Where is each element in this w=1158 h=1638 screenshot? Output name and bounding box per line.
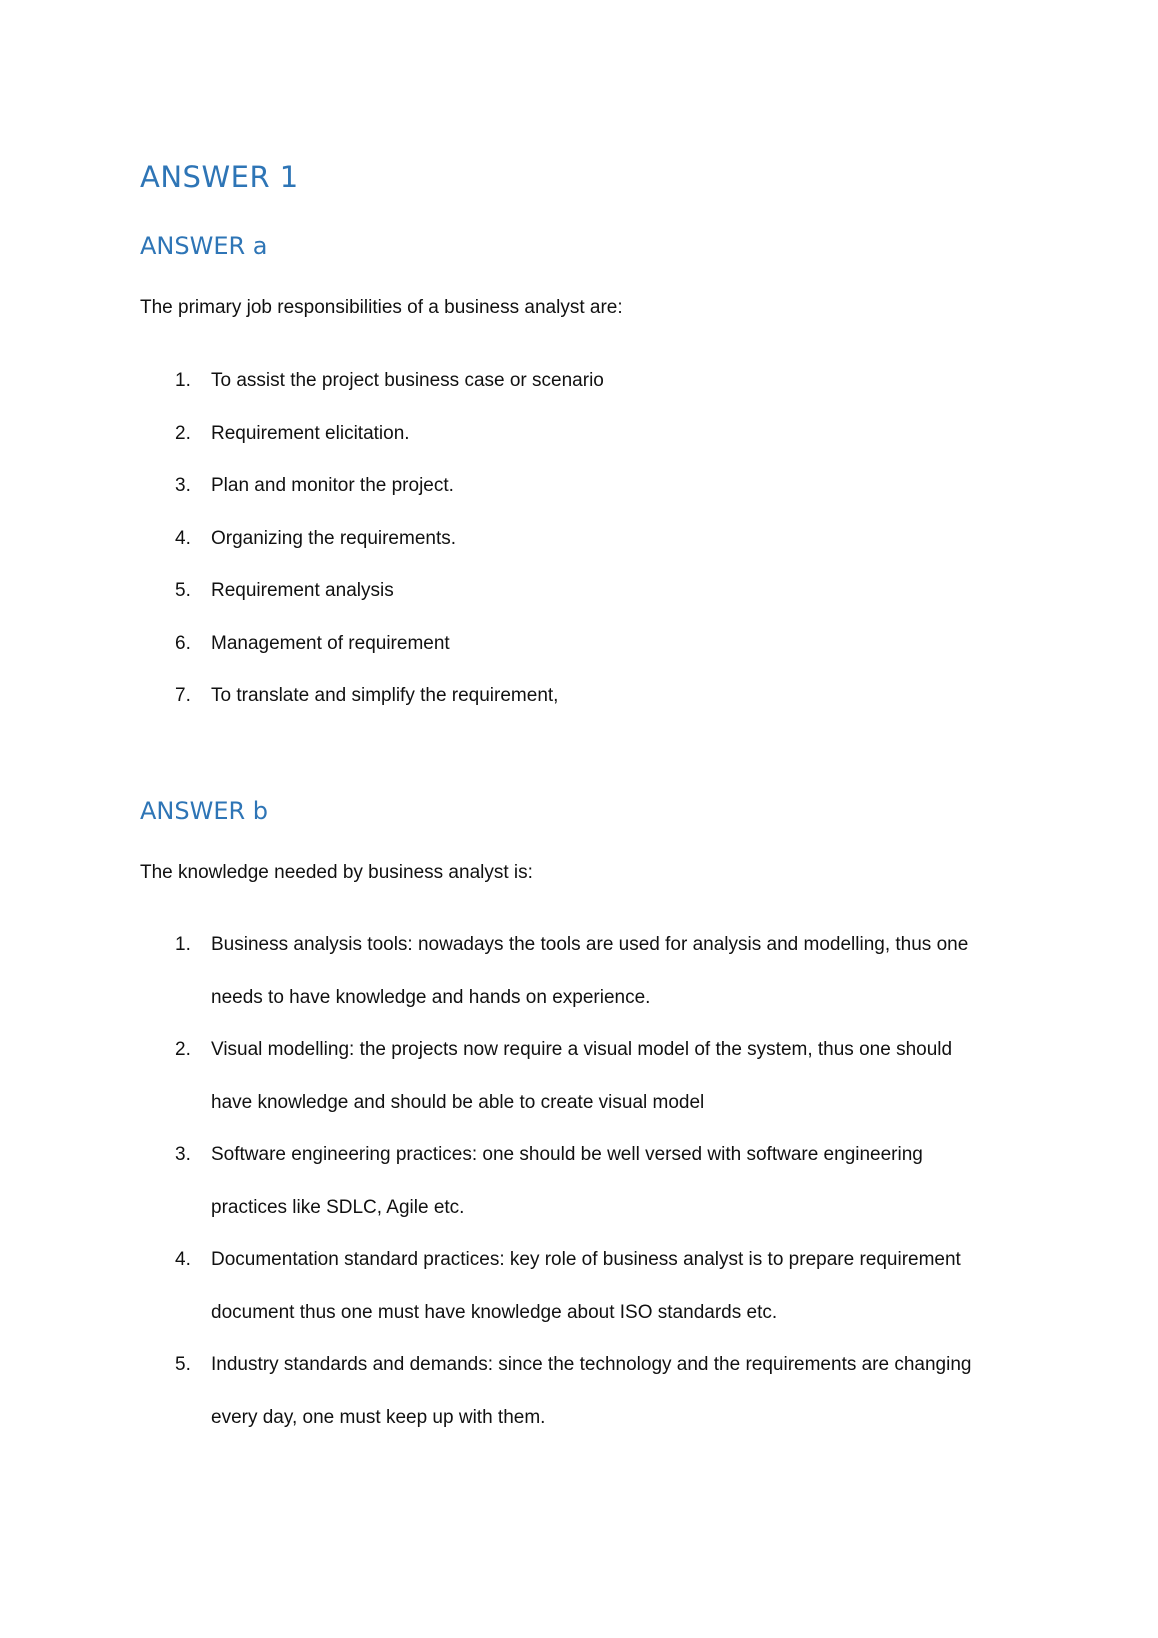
list-item [0, 565, 1011, 618]
list-item [0, 1339, 1011, 1444]
list-number: 2. [175, 422, 191, 444]
list-number: 6. [175, 632, 191, 654]
list-item-text: Plan and monitor the project. [211, 475, 454, 496]
list-number: 3. [175, 1144, 191, 1165]
responsibilities-list [0, 355, 1011, 723]
list-item-text-continued: every day, one must keep up with them. [211, 1406, 546, 1428]
list-item [0, 355, 1011, 408]
list-item-text: Business analysis tools: nowadays the tools are used for analysis and modelling, thus one [211, 934, 969, 955]
intro-paragraph-a: The primary job responsibilities of a business analyst are: [140, 297, 623, 318]
heading-answer-a: ANSWER a [140, 232, 268, 260]
list-item [0, 460, 1011, 513]
list-item-text: Industry standards and demands: since the technology and the requirements are changing [211, 1354, 972, 1375]
intro-paragraph-b: The knowledge needed by business analyst is: [140, 862, 533, 883]
list-item [0, 919, 1011, 1024]
list-item-text: Requirement elicitation. [211, 422, 410, 444]
list-number: 4. [175, 527, 191, 549]
list-number: 5. [175, 580, 191, 601]
list-number: 4. [175, 1249, 191, 1270]
list-item-text-continued: document thus one must have knowledge about ISO standards etc. [211, 1301, 778, 1323]
list-item [0, 513, 1011, 566]
list-number: 3. [175, 475, 191, 496]
list-item-text: To translate and simplify the requirement, [211, 685, 559, 706]
list-item [0, 618, 1011, 671]
list-item [0, 1234, 1011, 1339]
list-item-text: Software engineering practices: one should be well versed with software engineering [211, 1144, 923, 1165]
list-item-text: Requirement analysis [211, 580, 394, 601]
list-item [0, 670, 1011, 723]
list-number: 1. [175, 370, 191, 391]
list-number: 1. [175, 934, 191, 955]
list-item-text: To assist the project business case or scenario [211, 370, 604, 391]
list-item-text-continued: practices like SDLC, Agile etc. [211, 1196, 465, 1218]
heading-answer-1: ANSWER 1 [140, 160, 299, 194]
list-item [0, 408, 1011, 461]
knowledge-list [0, 919, 1011, 1444]
heading-answer-b: ANSWER b [140, 797, 269, 825]
list-number: 2. [175, 1039, 191, 1060]
list-number: 5. [175, 1354, 191, 1375]
list-item-text: Management of requirement [211, 632, 450, 654]
list-item [0, 1129, 1011, 1234]
list-item [0, 1024, 1011, 1129]
list-item-text-continued: needs to have knowledge and hands on experience. [211, 986, 651, 1008]
list-item-text: Organizing the requirements. [211, 527, 457, 549]
list-number: 7. [175, 685, 191, 706]
list-item-text: Visual modelling: the projects now require a visual model of the system, thus one should [211, 1039, 953, 1060]
list-item-text-continued: have knowledge and should be able to create visual model [211, 1091, 705, 1113]
list-item-text: Documentation standard practices: key role of business analyst is to prepare requirement [211, 1249, 961, 1270]
